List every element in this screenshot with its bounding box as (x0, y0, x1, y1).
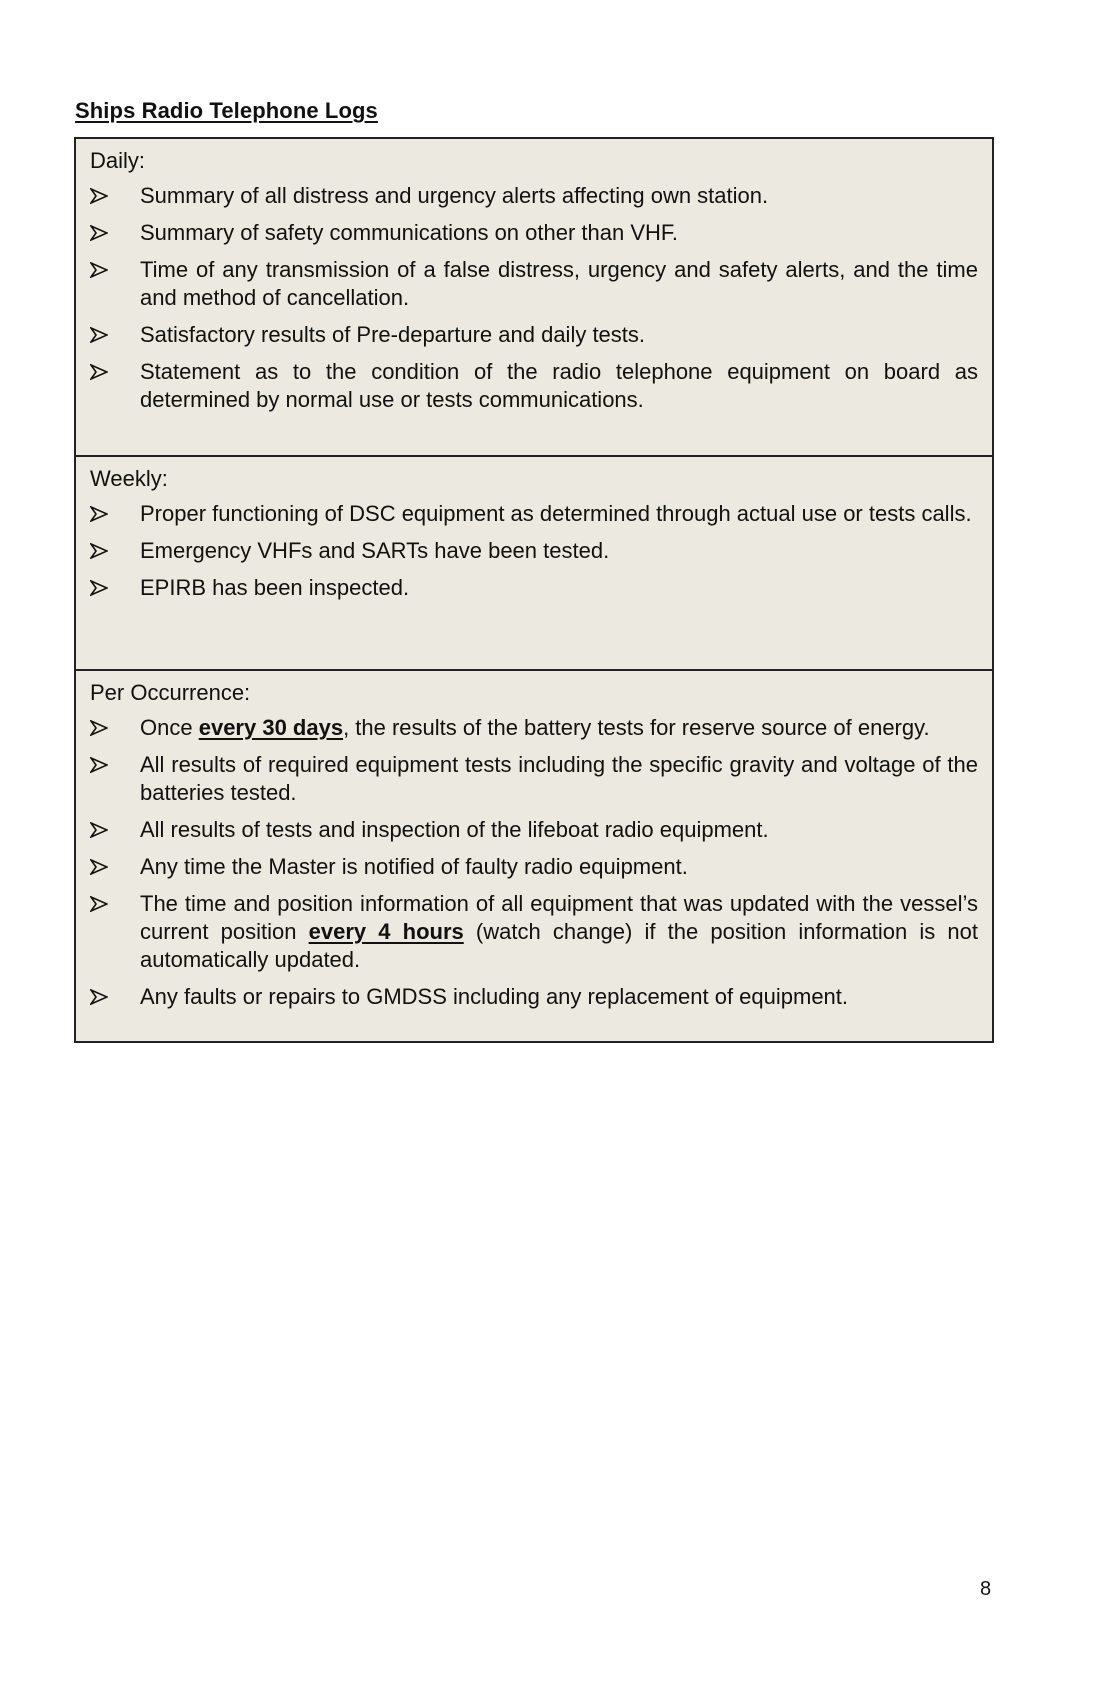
arrowhead-bullet-icon (90, 537, 112, 565)
arrowhead-bullet-icon (90, 751, 112, 779)
item-text: Summary of safety communications on other than VHF. (140, 220, 679, 245)
arrowhead-bullet-icon (90, 321, 112, 349)
emphasized-interval: every 30 days (198, 715, 344, 740)
list-item (90, 890, 978, 974)
list-item (90, 358, 978, 414)
list-item (90, 182, 978, 210)
per-occurrence-section (76, 669, 992, 1041)
item-text: Proper functioning of DSC equipment as determined through actual use or tests calls. (140, 501, 972, 526)
weekly-list (90, 500, 978, 602)
weekly-section (76, 455, 992, 669)
list-item (90, 219, 978, 247)
arrowhead-bullet-icon (90, 182, 112, 210)
radio-log-table (74, 137, 994, 1043)
item-text: Summary of all distress and urgency alerts affecting own station. (140, 183, 769, 208)
per-occurrence-list (90, 714, 978, 1011)
arrowhead-bullet-icon (90, 714, 112, 742)
item-text: Statement as to the condition of the radio telephone equipment on board as determined by normal use or tests communications. (140, 359, 978, 412)
arrowhead-bullet-icon (90, 574, 112, 602)
arrowhead-bullet-icon (90, 256, 112, 284)
list-item (90, 537, 978, 565)
list-item (90, 574, 978, 602)
item-text: EPIRB has been inspected. (140, 575, 410, 600)
list-item (90, 853, 978, 881)
list-item (90, 714, 978, 742)
item-text-after: , the results of the battery tests for reserve source of energy. (343, 715, 930, 740)
item-text: All results of tests and inspection of the lifeboat radio equipment. (140, 817, 769, 842)
item-text: Any faults or repairs to GMDSS including any replacement of equipment. (140, 984, 849, 1009)
arrowhead-bullet-icon (90, 853, 112, 881)
item-text-before: Once (140, 715, 193, 740)
section-title-per-occurrence: Per Occurrence: (90, 680, 251, 705)
arrowhead-bullet-icon (90, 816, 112, 844)
list-item (90, 983, 978, 1011)
item-text-after: (watch change) if the position information is not automatically updated. (140, 919, 978, 972)
item-text: Emergency VHFs and SARTs have been tested. (140, 538, 610, 563)
item-text: Any time the Master is notified of faulty radio equipment. (140, 854, 688, 879)
arrowhead-bullet-icon (90, 983, 112, 1011)
list-item (90, 500, 978, 528)
item-text: All results of required equipment tests including the specific gravity and voltage of the batteries tested. (140, 752, 978, 805)
list-item (90, 321, 978, 349)
page-number: 8 (980, 1578, 992, 1600)
daily-list (90, 182, 978, 414)
list-item (90, 751, 978, 807)
arrowhead-bullet-icon (90, 500, 112, 528)
page-heading: Ships Radio Telephone Logs (75, 98, 378, 123)
list-item (90, 256, 978, 312)
section-title-daily: Daily: (90, 148, 146, 173)
item-text: Time of any transmission of a false distress, urgency and safety alerts, and the time and method of cancellation. (140, 257, 978, 310)
item-text: Satisfactory results of Pre-departure and daily tests. (140, 322, 646, 347)
arrowhead-bullet-icon (90, 358, 112, 386)
section-title-weekly: Weekly: (90, 466, 168, 491)
daily-section (76, 139, 992, 455)
arrowhead-bullet-icon (90, 890, 112, 918)
item-text-before: The time and position information of all equipment that was updated with the vessel’s current position (140, 891, 978, 944)
arrowhead-bullet-icon (90, 219, 112, 247)
list-item (90, 816, 978, 844)
emphasized-interval: every 4 hours (308, 919, 464, 944)
